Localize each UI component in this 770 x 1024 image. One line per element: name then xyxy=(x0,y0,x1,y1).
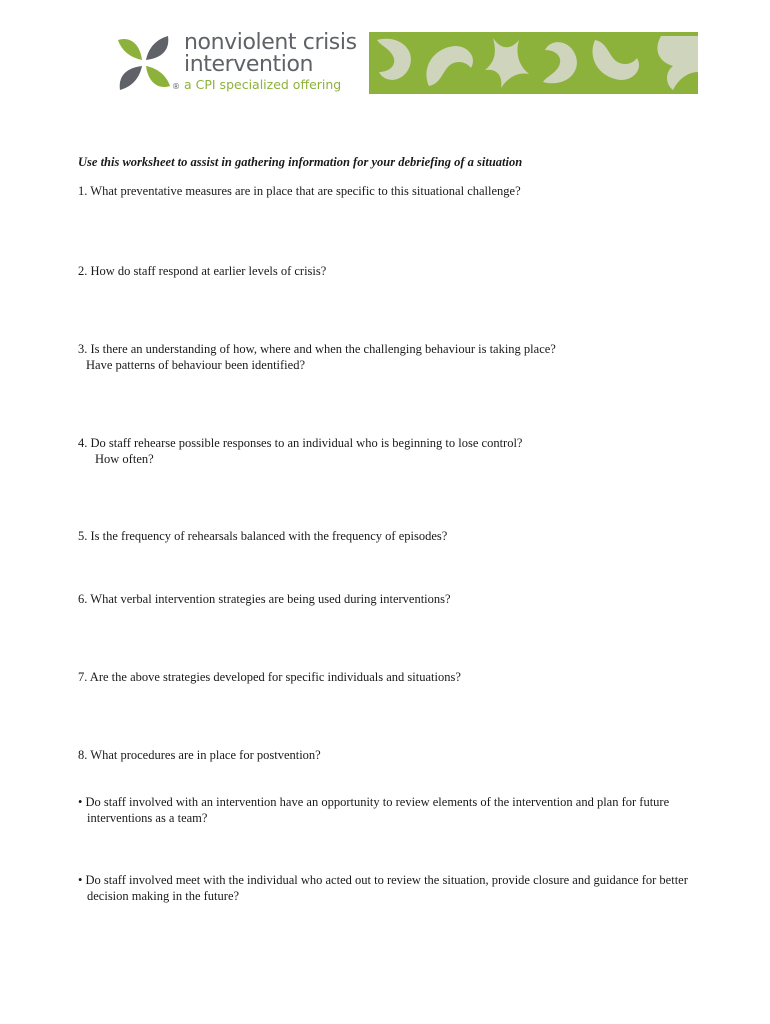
decorative-banner xyxy=(369,32,698,94)
question-5: 5. Is the frequency of rehearsals balanced with the frequency of episodes? xyxy=(78,529,448,543)
question-8: 8. What procedures are in place for postvention? xyxy=(78,748,321,762)
brand-name xyxy=(184,32,374,93)
question-3: 3. Is there an understanding of how, where and when the challenging behaviour is taking place? xyxy=(78,342,556,356)
question-4-line-2: How often? xyxy=(95,452,154,466)
question-6: 6. What verbal intervention strategies are being used during interventions? xyxy=(78,592,451,606)
bullet-1: • Do staff involved with an intervention have an opportunity to review elements of the intervention and plan for future xyxy=(78,795,670,809)
brand-tagline: a CPI specialized offering xyxy=(184,77,342,92)
bullet-2-line-2: decision making in the future? xyxy=(87,889,240,903)
question-2: 2. How do staff respond at earlier levels of crisis? xyxy=(78,264,327,278)
bullet-2: • Do staff involved meet with the individual who acted out to review the situation, provide closure and guidance for better xyxy=(78,873,688,887)
question-1: 1. What preventative measures are in place that are specific to this situational challenge? xyxy=(78,184,521,198)
brand-line-1: nonviolent crisis xyxy=(184,30,357,55)
question-4: 4. Do staff rehearse possible responses to an individual who is beginning to lose control? xyxy=(78,436,523,450)
bullet-1-line-2: interventions as a team? xyxy=(87,811,208,825)
question-3-line-2: Have patterns of behaviour been identified? xyxy=(86,358,306,372)
question-7: 7. Are the above strategies developed for specific individuals and situations? xyxy=(78,670,461,684)
four-leaf-flower-icon xyxy=(112,32,176,94)
brand-line-2: intervention xyxy=(184,52,314,77)
worksheet-intro: Use this worksheet to assist in gathering information for your debriefing of a situation xyxy=(78,155,523,169)
header xyxy=(112,32,698,94)
registered-mark: ® xyxy=(172,82,180,91)
